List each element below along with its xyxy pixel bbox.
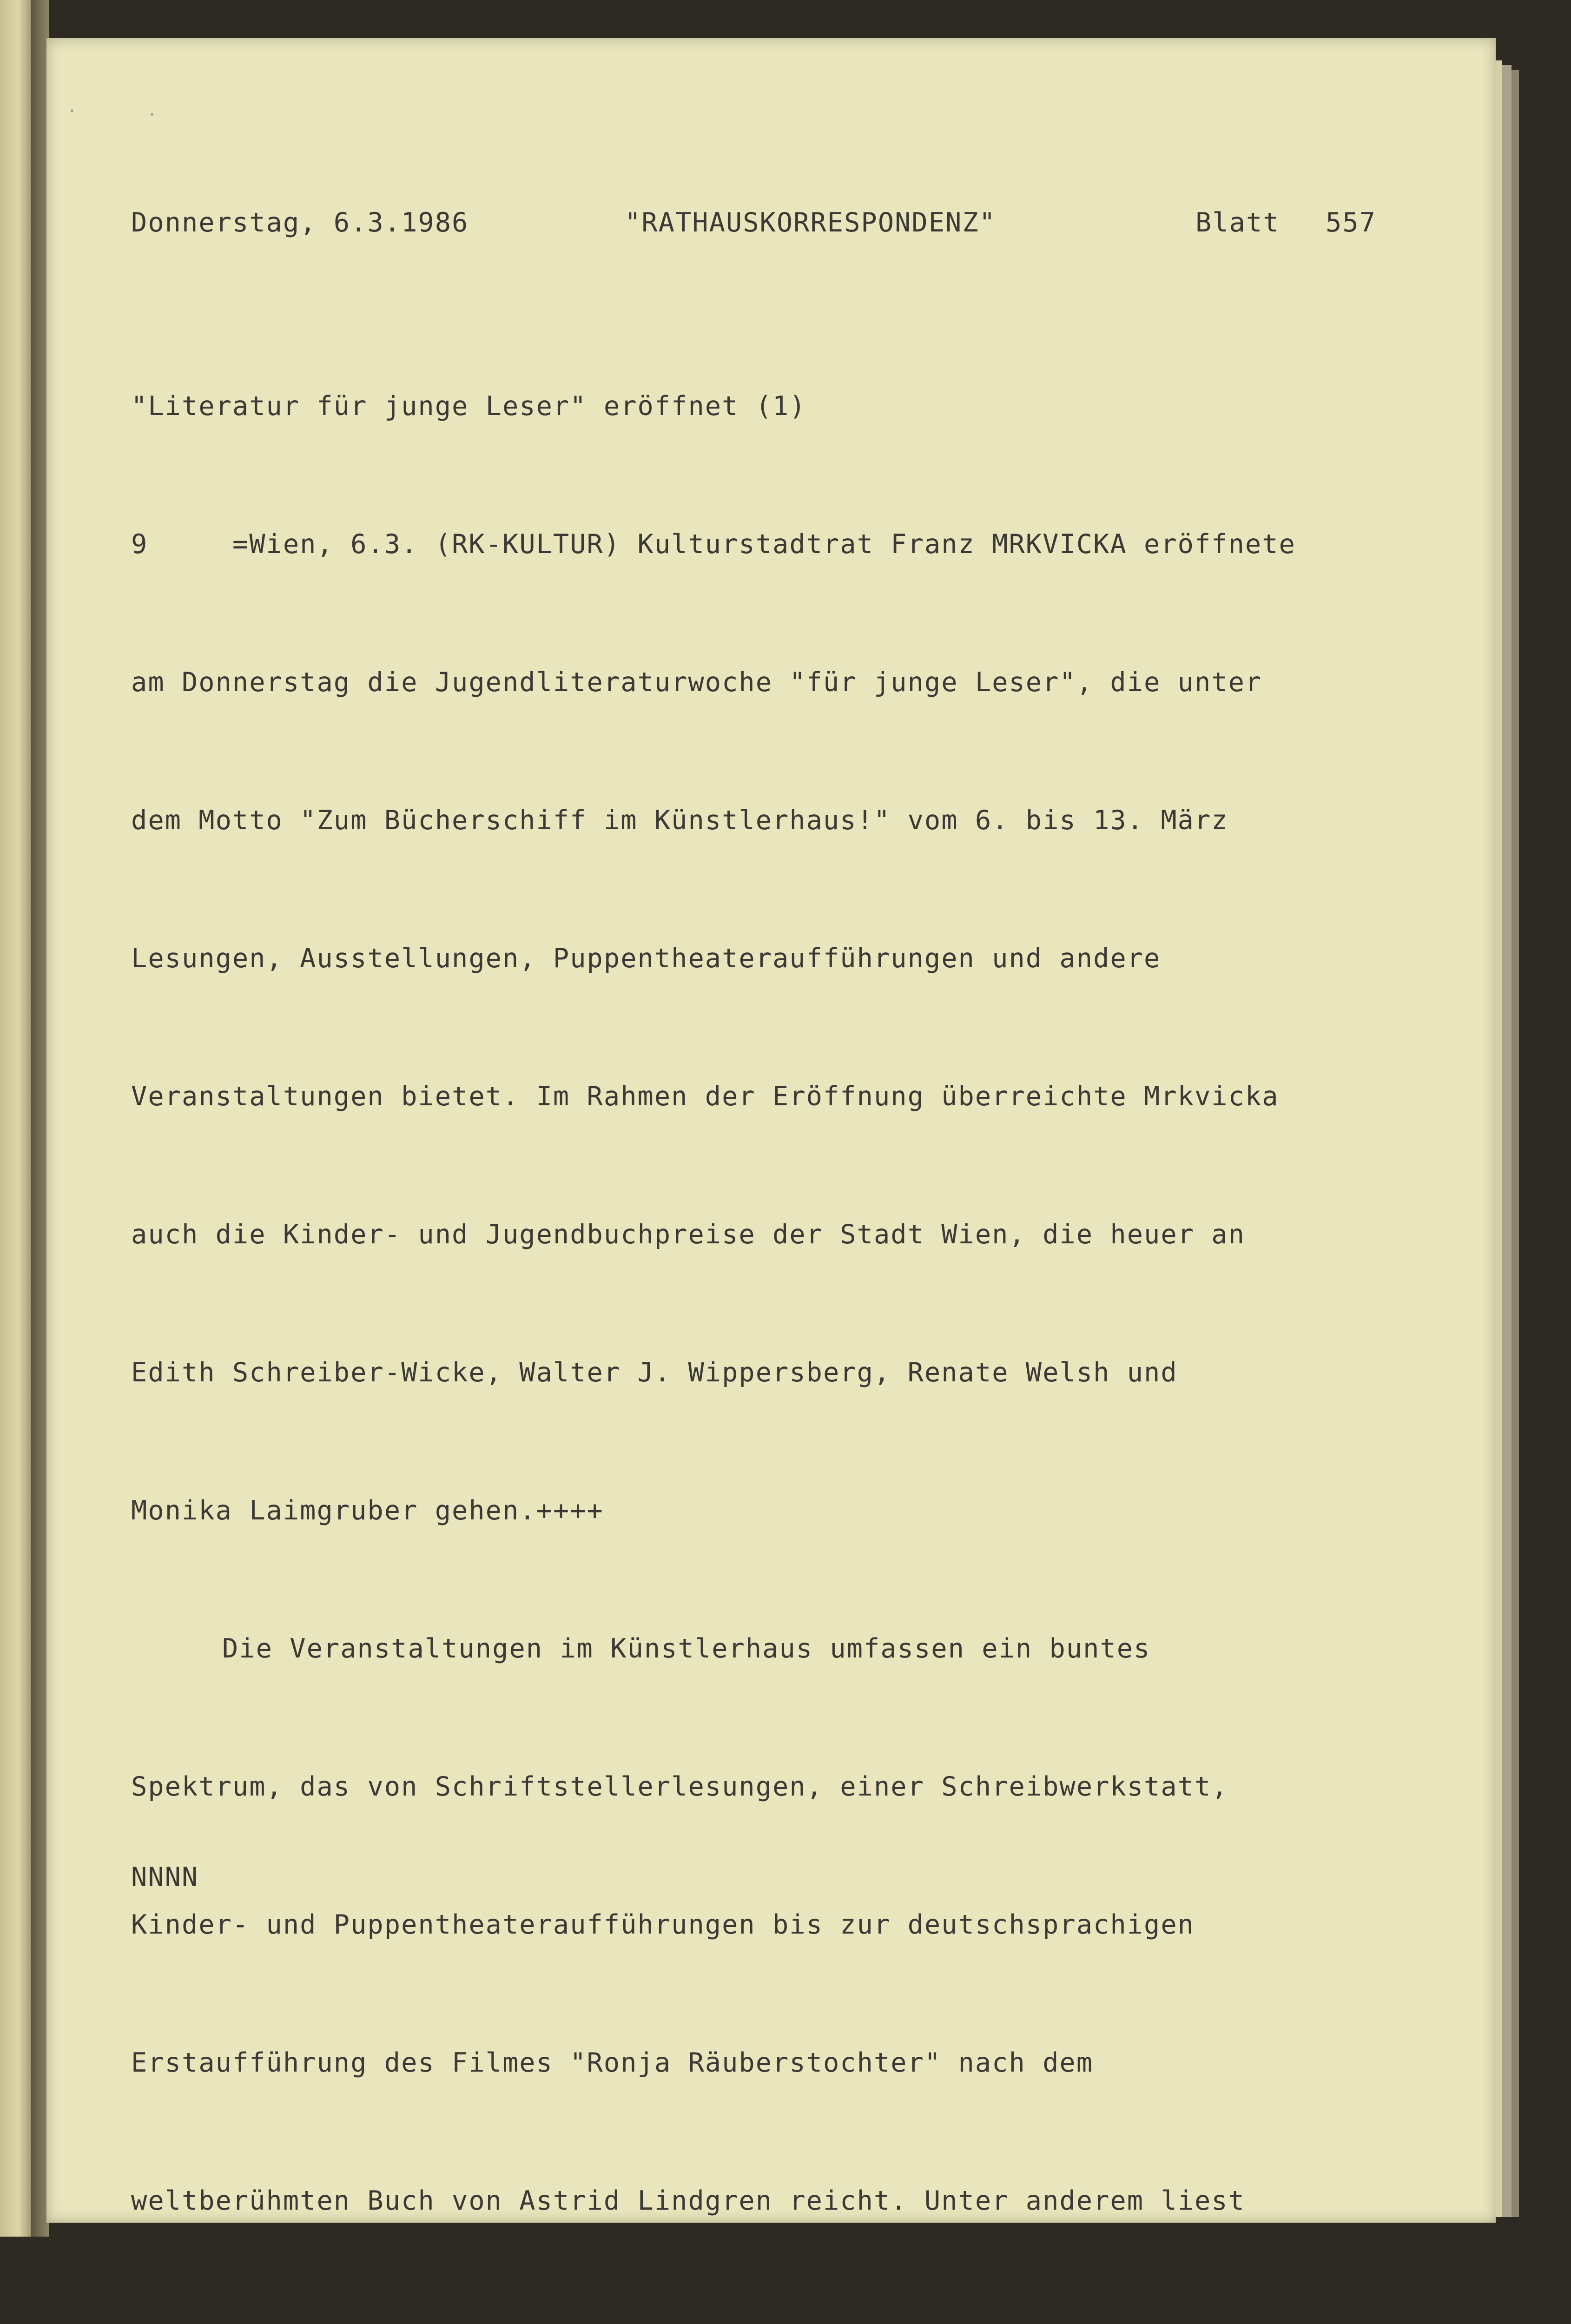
header-sheet-number: 557 [1326, 207, 1376, 238]
text-line: Monika Laimgruber gehen.++++ [131, 1495, 604, 1526]
page-stack-edge [1512, 70, 1519, 2217]
text-line: am Donnerstag die Jugendliteraturwoche "für junge Leser", die unter [131, 667, 1262, 698]
text-line: Erstaufführung des Filmes "Ronja Räuberstochter" nach dem [131, 2047, 1094, 2078]
header-publication: "RATHAUSKORRESPONDENZ" [625, 207, 996, 238]
closing-block [131, 1763, 198, 1947]
article-body [131, 291, 1296, 2324]
text-line: auch die Kinder- und Jugendbuchpreise der Stadt Wien, die heuer an [131, 1219, 1245, 1250]
page-stack-edge [1502, 65, 1512, 2217]
page-stack-edge [1496, 60, 1502, 2217]
article-headline: "Literatur für junge Leser" eröffnet (1) [131, 391, 806, 422]
text-line: 9 =Wien, 6.3. (RK-KULTUR) Kulturstadtrat Franz MRKVICKA eröffnete [131, 529, 1296, 560]
text-line: Lesungen, Ausstellungen, Puppentheateraufführungen und andere [131, 943, 1161, 974]
text-line [131, 2316, 1296, 2324]
text-line: Kinder- und Puppentheateraufführungen bis zur deutschsprachigen [131, 1909, 1195, 1940]
header-sheet-label: Blatt [1195, 207, 1280, 238]
closing-mark: NNNN [131, 1862, 199, 1893]
text-line: Spektrum, das von Schriftstellerlesungen, einer Schreibwerkstatt, [131, 1771, 1228, 1802]
page-header [131, 200, 1381, 246]
text-line: Die Veranstaltungen im Künstlerhaus umfassen ein buntes [222, 1633, 1151, 1664]
text-line: weltberühmten Buch von Astrid Lindgren reicht. Unter anderem liest [131, 2185, 1245, 2216]
paper-speck: · [148, 107, 157, 123]
previous-page-edge [0, 0, 31, 2237]
text-line: dem Motto "Zum Bücherschiff im Künstlerhaus!" vom 6. bis 13. März [131, 805, 1228, 836]
text-line: Veranstaltungen bietet. Im Rahmen der Eröffnung überreichte Mrkvicka [131, 1081, 1279, 1112]
text-line: Edith Schreiber-Wicke, Walter J. Wippersberg, Renate Welsh und [131, 1357, 1178, 1388]
paper-speck: · [68, 103, 77, 119]
header-date: Donnerstag, 6.3.1986 [131, 207, 469, 238]
